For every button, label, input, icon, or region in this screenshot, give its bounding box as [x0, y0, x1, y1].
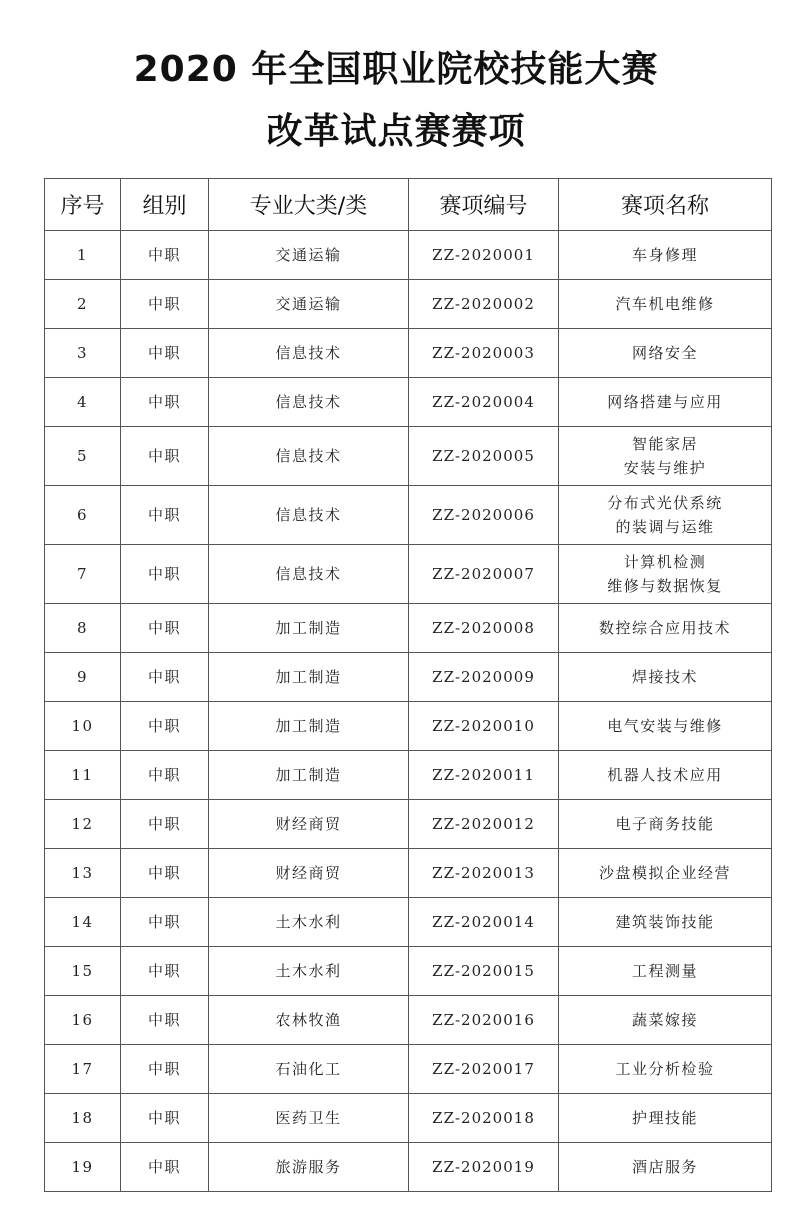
event-name-line: 汽车机电维修: [615, 295, 715, 313]
cell-event-name: [559, 604, 772, 653]
cell-serial: 9: [45, 653, 121, 702]
cell-event-name: [559, 280, 772, 329]
event-name-line: 智能家居: [631, 435, 698, 453]
cell-event-name: [559, 1045, 772, 1094]
cell-group: 中职: [121, 1143, 209, 1192]
cell-group: 中职: [121, 329, 209, 378]
event-name-line: 数控综合应用技术: [598, 619, 731, 637]
cell-serial: 3: [45, 329, 121, 378]
cell-serial: 8: [45, 604, 121, 653]
cell-category: 加工制造: [209, 751, 409, 800]
cell-category: 信息技术: [209, 545, 409, 604]
cell-group: 中职: [121, 604, 209, 653]
cell-category: 信息技术: [209, 378, 409, 427]
cell-group: 中职: [121, 996, 209, 1045]
table-row: [45, 751, 772, 800]
cell-serial: 16: [45, 996, 121, 1045]
event-name-line: 机器人技术应用: [607, 766, 723, 784]
event-name-line: 电气安装与维修: [607, 717, 723, 735]
cell-code: ZZ-2020007: [409, 545, 559, 604]
cell-category: 土木水利: [209, 898, 409, 947]
cell-category: 交通运输: [209, 280, 409, 329]
cell-serial: 1: [45, 231, 121, 280]
table-row: [45, 1094, 772, 1143]
cell-event-name: [559, 849, 772, 898]
event-name-line: 的装调与运维: [615, 518, 715, 536]
cell-serial: 11: [45, 751, 121, 800]
event-name-line: 蔬菜嫁接: [631, 1011, 698, 1029]
table-row: [45, 653, 772, 702]
cell-code: ZZ-2020015: [409, 947, 559, 996]
competition-table: [44, 178, 772, 1192]
cell-serial: 12: [45, 800, 121, 849]
cell-serial: 2: [45, 280, 121, 329]
cell-serial: 5: [45, 427, 121, 486]
table-row: [45, 1045, 772, 1094]
cell-category: 交通运输: [209, 231, 409, 280]
cell-group: 中职: [121, 427, 209, 486]
cell-code: ZZ-2020004: [409, 378, 559, 427]
cell-serial: 10: [45, 702, 121, 751]
event-name-line: 分布式光伏系统: [607, 494, 723, 512]
table-row: [45, 604, 772, 653]
cell-category: 信息技术: [209, 329, 409, 378]
cell-serial: 15: [45, 947, 121, 996]
table-header-row: [45, 179, 772, 231]
cell-code: ZZ-2020016: [409, 996, 559, 1045]
cell-serial: 18: [45, 1094, 121, 1143]
table-row: [45, 378, 772, 427]
event-name-line: 电子商务技能: [615, 815, 715, 833]
table-row: [45, 280, 772, 329]
cell-group: 中职: [121, 898, 209, 947]
cell-group: 中职: [121, 653, 209, 702]
table-row: [45, 231, 772, 280]
event-name-line: 酒店服务: [631, 1158, 698, 1176]
cell-group: 中职: [121, 378, 209, 427]
event-name-line: 沙盘模拟企业经营: [598, 864, 731, 882]
table-row: [45, 898, 772, 947]
cell-code: ZZ-2020019: [409, 1143, 559, 1192]
table-row: [45, 1143, 772, 1192]
cell-event-name: [559, 486, 772, 545]
cell-code: ZZ-2020006: [409, 486, 559, 545]
cell-event-name: [559, 329, 772, 378]
cell-group: 中职: [121, 545, 209, 604]
cell-category: 医药卫生: [209, 1094, 409, 1143]
event-name-line: 网络安全: [631, 344, 698, 362]
cell-event-name: [559, 996, 772, 1045]
cell-group: 中职: [121, 1094, 209, 1143]
cell-group: 中职: [121, 1045, 209, 1094]
table-row: [45, 545, 772, 604]
cell-event-name: [559, 1143, 772, 1192]
cell-group: 中职: [121, 800, 209, 849]
cell-code: ZZ-2020008: [409, 604, 559, 653]
cell-code: ZZ-2020010: [409, 702, 559, 751]
cell-event-name: [559, 1094, 772, 1143]
cell-category: 石油化工: [209, 1045, 409, 1094]
event-name-line: 网络搭建与应用: [607, 393, 723, 411]
cell-code: ZZ-2020009: [409, 653, 559, 702]
cell-event-name: [559, 231, 772, 280]
cell-category: 加工制造: [209, 653, 409, 702]
cell-category: 土木水利: [209, 947, 409, 996]
event-name-line: 工程测量: [631, 962, 698, 980]
cell-event-name: [559, 702, 772, 751]
cell-code: ZZ-2020013: [409, 849, 559, 898]
cell-serial: 14: [45, 898, 121, 947]
cell-group: 中职: [121, 486, 209, 545]
cell-code: ZZ-2020011: [409, 751, 559, 800]
table-row: [45, 702, 772, 751]
cell-serial: 13: [45, 849, 121, 898]
cell-code: ZZ-2020018: [409, 1094, 559, 1143]
page-title-line2: 改革试点赛赛项: [266, 111, 526, 152]
cell-serial: 4: [45, 378, 121, 427]
cell-code: ZZ-2020017: [409, 1045, 559, 1094]
event-name-line: 维修与数据恢复: [607, 577, 723, 595]
cell-serial: 6: [45, 486, 121, 545]
event-name-line: 安装与维护: [623, 459, 707, 477]
cell-event-name: [559, 751, 772, 800]
cell-event-name: [559, 427, 772, 486]
cell-category: 信息技术: [209, 486, 409, 545]
table-row: [45, 996, 772, 1045]
cell-group: 中职: [121, 849, 209, 898]
cell-category: 旅游服务: [209, 1143, 409, 1192]
cell-serial: 19: [45, 1143, 121, 1192]
table-row: [45, 947, 772, 996]
event-name-line: 车身修理: [631, 246, 698, 264]
cell-group: 中职: [121, 231, 209, 280]
cell-code: ZZ-2020002: [409, 280, 559, 329]
cell-group: 中职: [121, 751, 209, 800]
event-name-line: 建筑装饰技能: [615, 913, 715, 931]
cell-group: 中职: [121, 947, 209, 996]
cell-group: 中职: [121, 702, 209, 751]
table-row: [45, 329, 772, 378]
cell-category: 加工制造: [209, 604, 409, 653]
event-name-line: 工业分析检验: [615, 1060, 715, 1078]
table-row: [45, 800, 772, 849]
header-category: 专业大类/类: [209, 179, 409, 231]
header-group: 组别: [121, 179, 209, 231]
cell-code: ZZ-2020014: [409, 898, 559, 947]
cell-event-name: [559, 947, 772, 996]
event-name-line: 计算机检测: [623, 553, 707, 571]
cell-event-name: [559, 898, 772, 947]
cell-code: ZZ-2020005: [409, 427, 559, 486]
cell-category: 信息技术: [209, 427, 409, 486]
header-serial: 序号: [45, 179, 121, 231]
cell-category: 财经商贸: [209, 849, 409, 898]
table-body: [45, 231, 772, 1192]
cell-event-name: [559, 653, 772, 702]
cell-category: 农林牧渔: [209, 996, 409, 1045]
cell-event-name: [559, 545, 772, 604]
cell-category: 加工制造: [209, 702, 409, 751]
table-row: [45, 427, 772, 486]
header-name: 赛项名称: [559, 179, 772, 231]
cell-event-name: [559, 378, 772, 427]
cell-event-name: [559, 800, 772, 849]
event-name-line: 护理技能: [631, 1109, 698, 1127]
table-row: [45, 486, 772, 545]
cell-code: ZZ-2020012: [409, 800, 559, 849]
table-row: [45, 849, 772, 898]
header-code: 赛项编号: [409, 179, 559, 231]
cell-serial: 17: [45, 1045, 121, 1094]
page-title-line1: 2020 年全国职业院校技能大赛: [133, 49, 659, 90]
cell-serial: 7: [45, 545, 121, 604]
cell-category: 财经商贸: [209, 800, 409, 849]
cell-code: ZZ-2020001: [409, 231, 559, 280]
cell-group: 中职: [121, 280, 209, 329]
cell-code: ZZ-2020003: [409, 329, 559, 378]
event-name-line: 焊接技术: [631, 668, 698, 686]
